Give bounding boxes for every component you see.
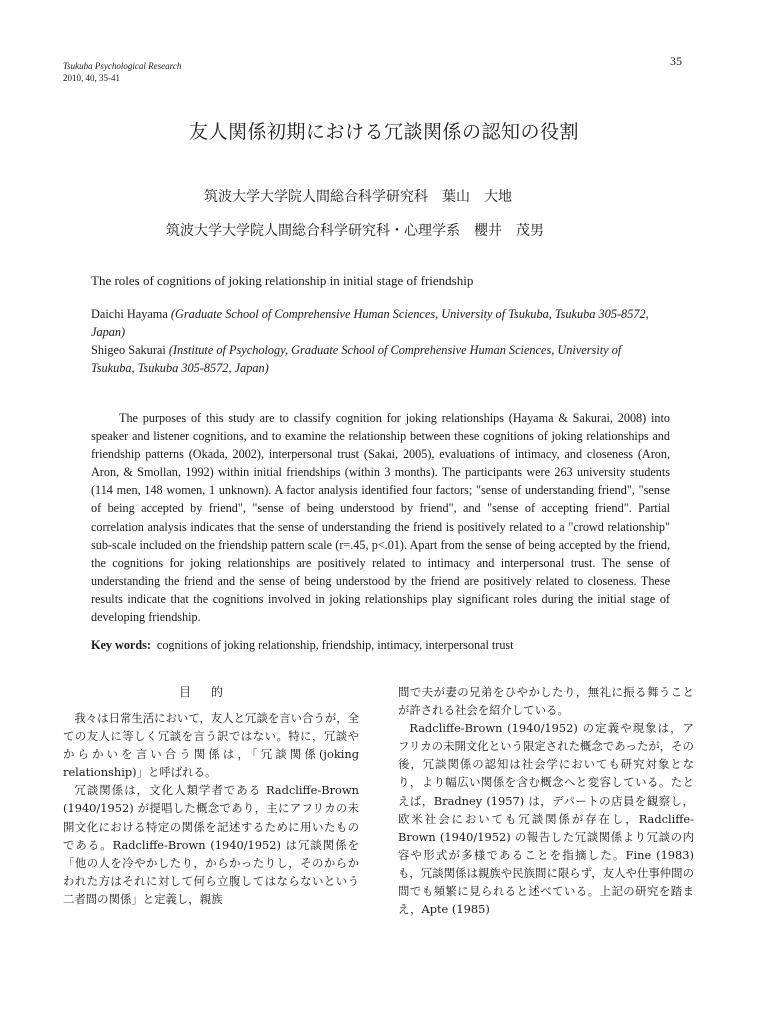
body-column-left — [63, 683, 359, 908]
paper-title-en: The roles of cognitions of joking relationship in initial stage of friendship — [91, 273, 474, 288]
affiliation-2 — [91, 341, 651, 377]
body-column-right — [398, 683, 694, 918]
affiliations — [91, 305, 651, 377]
author-line-1: 筑波大学大学院人間総合科学研究科 葉山 大地 — [204, 189, 512, 205]
affiliation-detail: (Graduate School of Comprehensive Human Sciences, University of Tsukuba, Tsukuba 305-8572, Japan) — [91, 307, 649, 339]
keywords — [91, 638, 514, 653]
keywords-label: Key words: — [91, 638, 151, 652]
body-paragraph: 我々は日常生活において，友人と冗談を言い合うが，全ての友人に等しく冗談を言う訳ではない。特に，冗談やからかいを言い合う関係は，「冗談関係(joking relationship)」と呼ばれる。 — [63, 711, 359, 780]
keywords-text: cognitions of joking relationship, friendship, intimacy, interpersonal trust — [156, 638, 514, 652]
author-line-2: 筑波大学大学院人間総合科学研究科・心理学系 櫻井 茂男 — [166, 223, 544, 239]
section-heading: 目的 — [178, 685, 243, 699]
author-name: Shigeo Sakurai — [91, 343, 166, 357]
body-paragraph: 間で夫が妻の兄弟をひやかしたり，無礼に振る舞うことが許される社会を紹介している。 — [398, 685, 694, 718]
affiliation-detail: (Institute of Psychology, Graduate School of Comprehensive Human Sciences, University of Tsukuba, Tsukuba 305-8572, Japan) — [91, 343, 622, 375]
paper-title-jp: 友人関係初期における冗談関係の認知の役割 — [188, 121, 579, 143]
journal-header — [63, 60, 181, 84]
body-paragraph: Radcliffe-Brown (1940/1952) の定義や現象は，アフリカの未開文化という限定された概念であったが，その後，冗談関係の認知は社会学においても研究対象となり，より幅広い関係を含む概念へと変容している。たとえば，Bradney (1957) は，デパートの店員を観察し，欧米社会においても冗談関係が存在し，Radcliffe-Brown (1940/1952) の報告した冗談関係より冗談の内容や形式が多様であることを指摘した。Fine (1983) も，冗談関係は親族や民族間に限らず，友人や仕事仲間の間でも頻繁に見られると述べている。上記の研究を踏まえ，Apte (1985) — [398, 721, 694, 917]
page-number: 35 — [670, 54, 682, 68]
abstract: The purposes of this study are to classify cognition for joking relationships (Hayama & Sakurai, 2008) into speaker and listener cognitions, and to examine the relationship between these cognitions of joking relationships and friendship patterns (Okada, 2002), interpersonal trust (Sakai, 2005), evaluations of intimacy, and closeness (Aron, Aron, & Smollan, 1992) within initial friendships (within 3 months). The participants were 263 university students (114 men, 148 women, 1 unknown). A factor analysis identified four factors; "sense of understanding friend", "sense of being accepted by friend", "sense of being understood by friend", and "sense of accepting friend". Partial correlation analysis indicates that the sense of understanding the friend is positively related to a "crowd relationship" sub-scale included on the friendship pattern scale (r=.45, p<.01). Apart from the sense of being accepted by the friend, the cognitions for joking relationships are positively related to intimacy and interpersonal trust. The sense of understanding the friend and the sense of being understood by the friend are positively related to closeness. These results indicate that the cognitions involved in joking relationships play significant roles during the initial stage of developing friendship. — [91, 411, 670, 625]
journal-name: Tsukuba Psychological Research — [63, 61, 182, 71]
body-paragraph: 冗談関係は，文化人類学者である Radcliffe-Brown (1940/1952) が提唱した概念であり，主にアフリカの未開文化における特定の関係を記述するために用いたものである。Radcliffe-Brown (1940/1952) は冗談関係を「他の人を冷やかしたり，からかったりし，そのからかわれた方はそれに対して何ら立腹してはならないという二者間の関係」と定義し，親族 — [63, 783, 359, 906]
affiliation-1 — [91, 305, 651, 341]
journal-citation: 2010, 40, 35-41 — [63, 73, 120, 83]
author-name: Daichi Hayama — [91, 307, 168, 321]
